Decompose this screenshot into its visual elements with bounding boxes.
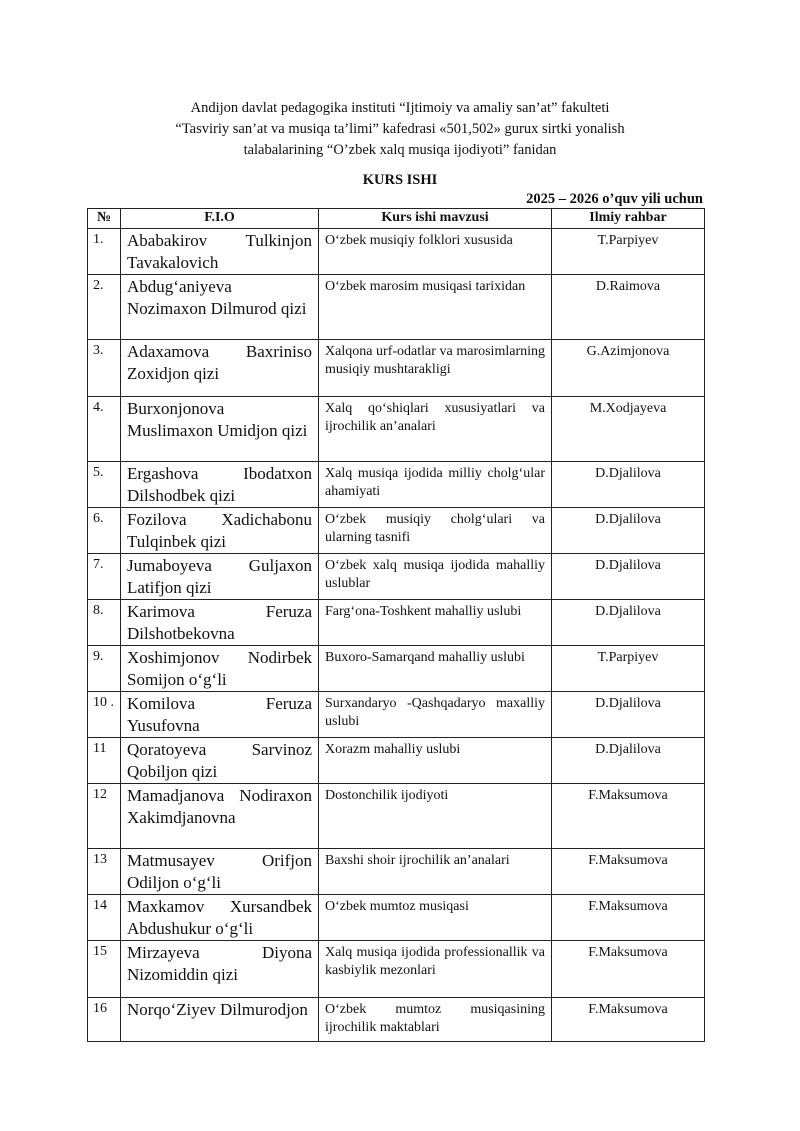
row-number: 3. xyxy=(88,340,121,397)
row-number: 15 xyxy=(88,941,121,998)
course-work-topic: Buxoro-Samarqand mahalliy uslubi xyxy=(319,646,552,692)
student-name: Ababakirov Tulkinjon Tavakalovich xyxy=(121,229,319,275)
table-row xyxy=(88,462,705,508)
row-number: 4. xyxy=(88,397,121,462)
row-number: 13 xyxy=(88,849,121,895)
student-name: Jumaboyeva Guljaxon Latifjon qizi xyxy=(121,554,319,600)
header-full-name: F.I.O xyxy=(121,209,319,229)
course-work-topic: Surxandaryo -Qashqadaryo maxalliy uslubi xyxy=(319,692,552,738)
course-work-topic: Xalqona urf-odatlar va marosimlarning musiqiy mushtarakligi xyxy=(319,340,552,397)
student-name: Ergashova Ibodatxon Dilshodbek qizi xyxy=(121,462,319,508)
student-name: Komilova Feruza Yusufovna xyxy=(121,692,319,738)
advisor-name: D.Djalilova xyxy=(552,738,705,784)
header-line-2: “Tasviriy san’at va musiqa ta’limi” kafedrasi «501,502» gurux sirtki yonalish xyxy=(175,121,625,137)
course-work-table xyxy=(87,208,705,1042)
row-number: 7. xyxy=(88,554,121,600)
student-name: Mirzayeva Diyona Nizomiddin qizi xyxy=(121,941,319,998)
header-topic: Kurs ishi mavzusi xyxy=(319,209,552,229)
header-number: № xyxy=(88,209,121,229)
course-work-topic: Farg‘ona-Toshkent mahalliy uslubi xyxy=(319,600,552,646)
table-row xyxy=(88,784,705,849)
course-work-topic: Xalq musiqa ijodida milliy cholg‘ular ahamiyati xyxy=(319,462,552,508)
student-name: Xoshimjonov Nodirbek Somijon o‘g‘li xyxy=(121,646,319,692)
advisor-name: F.Maksumova xyxy=(552,998,705,1042)
table-row xyxy=(88,340,705,397)
advisor-name: F.Maksumova xyxy=(552,784,705,849)
advisor-name: D.Djalilova xyxy=(552,508,705,554)
student-name: Fozilova Xadichabonu Tulqinbek qizi xyxy=(121,508,319,554)
row-number: 12 xyxy=(88,784,121,849)
table-row xyxy=(88,895,705,941)
row-number: 14 xyxy=(88,895,121,941)
student-name: Maxkamov Xursandbek Abdushukur o‘g‘li xyxy=(121,895,319,941)
course-work-topic: O‘zbek xalq musiqa ijodida mahalliy uslublar xyxy=(319,554,552,600)
table-header-row xyxy=(88,209,705,229)
course-work-topic: O‘zbek musiqiy folklori xususida xyxy=(319,229,552,275)
document-title: KURS ISHI xyxy=(362,172,438,188)
course-work-topic: Xalq qo‘shiqlari xususiyatlari va ijrochilik an’analari xyxy=(319,397,552,462)
course-work-topic: O‘zbek mumtoz musiqasi xyxy=(319,895,552,941)
advisor-name: D.Djalilova xyxy=(552,692,705,738)
table-row xyxy=(88,600,705,646)
course-work-topic: Baxshi shoir ijrochilik an’analari xyxy=(319,849,552,895)
course-work-topic: O‘zbek musiqiy cholg‘ulari va ularning tasnifi xyxy=(319,508,552,554)
table-row xyxy=(88,646,705,692)
student-name: Matmusayev Orifjon Odiljon o‘g‘li xyxy=(121,849,319,895)
advisor-name: D.Djalilova xyxy=(552,600,705,646)
student-name: Abdug‘aniyeva Nozimaxon Dilmurod qizi xyxy=(121,275,319,340)
student-name: Burxonjonova Muslimaxon Umidjon qizi xyxy=(121,397,319,462)
course-work-topic: Xorazm mahalliy uslubi xyxy=(319,738,552,784)
header-line-3: talabalarining “O’zbek xalq musiqa ijodiyoti” fanidan xyxy=(243,142,557,158)
table-row xyxy=(88,229,705,275)
row-number: 1. xyxy=(88,229,121,275)
advisor-name: M.Xodjayeva xyxy=(552,397,705,462)
advisor-name: F.Maksumova xyxy=(552,895,705,941)
table-row xyxy=(88,941,705,998)
table-row xyxy=(88,508,705,554)
table-row xyxy=(88,554,705,600)
table-row xyxy=(88,692,705,738)
advisor-name: T.Parpiyev xyxy=(552,229,705,275)
row-number: 11 xyxy=(88,738,121,784)
course-work-topic: Xalq musiqa ijodida professionallik va kasbiylik mezonlari xyxy=(319,941,552,998)
student-name: Norqo‘Ziyev Dilmurodjon xyxy=(121,998,319,1042)
row-number: 5. xyxy=(88,462,121,508)
advisor-name: D.Djalilova xyxy=(552,554,705,600)
table-row xyxy=(88,738,705,784)
student-name: Adaxamova Baxriniso Zoxidjon qizi xyxy=(121,340,319,397)
row-number: 6. xyxy=(88,508,121,554)
course-work-topic: O‘zbek marosim musiqasi tarixidan xyxy=(319,275,552,340)
course-work-topic: O‘zbek mumtoz musiqasining ijrochilik maktablari xyxy=(319,998,552,1042)
advisor-name: D.Raimova xyxy=(552,275,705,340)
advisor-name: G.Azimjonova xyxy=(552,340,705,397)
row-number: 8. xyxy=(88,600,121,646)
academic-year: 2025 – 2026 o’quv yili uchun xyxy=(526,191,703,207)
table-row xyxy=(88,998,705,1042)
row-number: 9. xyxy=(88,646,121,692)
advisor-name: F.Maksumova xyxy=(552,941,705,998)
header-line-1: Andijon davlat pedagogika instituti “Ijtimoiy va amaliy san’at” fakulteti xyxy=(190,100,610,116)
student-name: Karimova Feruza Dilshotbekovna xyxy=(121,600,319,646)
table-row xyxy=(88,397,705,462)
advisor-name: T.Parpiyev xyxy=(552,646,705,692)
row-number: 10 . xyxy=(88,692,121,738)
student-name: Mamadjanova Nodiraxon Xakimdjanovna xyxy=(121,784,319,849)
row-number: 2. xyxy=(88,275,121,340)
course-work-topic: Dostonchilik ijodiyoti xyxy=(319,784,552,849)
advisor-name: D.Djalilova xyxy=(552,462,705,508)
document-header xyxy=(0,98,800,161)
table-row xyxy=(88,849,705,895)
advisor-name: F.Maksumova xyxy=(552,849,705,895)
student-name: Qoratoyeva Sarvinoz Qobiljon qizi xyxy=(121,738,319,784)
table-row xyxy=(88,275,705,340)
row-number: 16 xyxy=(88,998,121,1042)
header-advisor: Ilmiy rahbar xyxy=(552,209,705,229)
